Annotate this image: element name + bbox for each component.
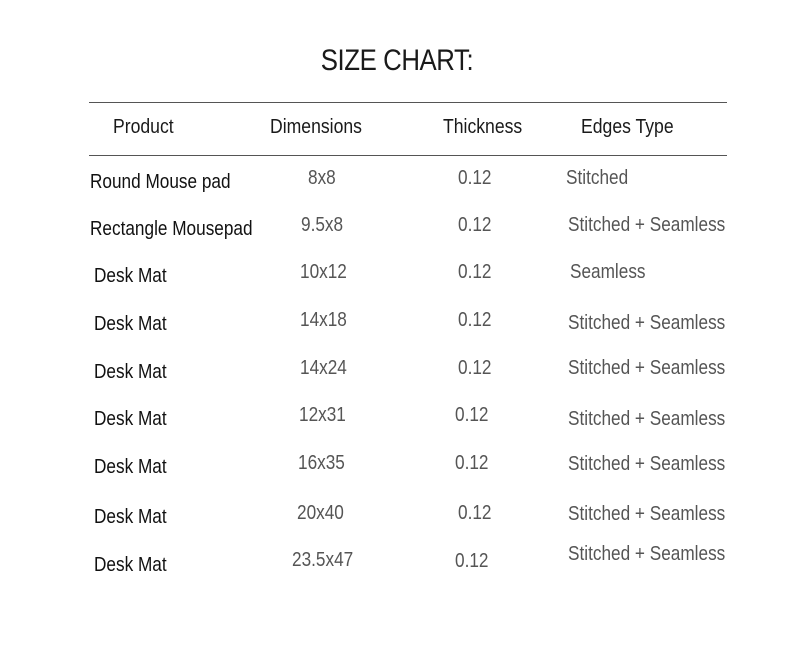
row-thickness: 0.12: [458, 309, 492, 331]
row-product: Desk Mat: [94, 313, 167, 335]
header-bottom-divider: [89, 155, 727, 156]
page-title: SIZE CHART:: [320, 44, 474, 77]
row-product: Desk Mat: [94, 506, 167, 528]
row-edges-type: Stitched + Seamless: [568, 312, 726, 334]
row-edges-type: Stitched + Seamless: [568, 214, 726, 236]
row-dimensions: 8x8: [308, 167, 336, 189]
row-edges-type: Stitched + Seamless: [568, 408, 726, 430]
column-header-thickness: Thickness: [443, 116, 523, 138]
row-product: Round Mouse pad: [90, 171, 231, 193]
row-thickness: 0.12: [455, 452, 489, 474]
row-dimensions: 23.5x47: [292, 549, 354, 571]
column-header-product: Product: [113, 116, 174, 138]
row-product: Rectangle Mousepad: [90, 218, 253, 240]
row-thickness: 0.12: [455, 550, 489, 572]
row-dimensions: 12x31: [299, 404, 346, 426]
row-edges-type: Stitched + Seamless: [568, 453, 726, 475]
column-header-dimensions: Dimensions: [270, 116, 362, 138]
header-top-divider: [89, 102, 727, 103]
row-product: Desk Mat: [94, 361, 167, 383]
row-dimensions: 14x18: [300, 309, 347, 331]
row-edges-type: Stitched + Seamless: [568, 543, 726, 565]
row-product: Desk Mat: [94, 408, 167, 430]
row-thickness: 0.12: [455, 404, 489, 426]
row-dimensions: 10x12: [300, 261, 347, 283]
row-thickness: 0.12: [458, 502, 492, 524]
row-thickness: 0.12: [458, 357, 492, 379]
row-edges-type: Stitched + Seamless: [568, 503, 726, 525]
column-header-edges-type: Edges Type: [581, 116, 674, 138]
row-product: Desk Mat: [94, 456, 167, 478]
row-dimensions: 14x24: [300, 357, 347, 379]
row-dimensions: 16x35: [298, 452, 345, 474]
row-thickness: 0.12: [458, 167, 492, 189]
row-edges-type: Stitched + Seamless: [568, 357, 726, 379]
row-dimensions: 9.5x8: [301, 214, 344, 236]
row-edges-type: Seamless: [570, 261, 646, 283]
row-dimensions: 20x40: [297, 502, 344, 524]
row-edges-type: Stitched: [566, 167, 629, 189]
row-thickness: 0.12: [458, 214, 492, 236]
row-thickness: 0.12: [458, 261, 492, 283]
row-product: Desk Mat: [94, 265, 167, 287]
row-product: Desk Mat: [94, 554, 167, 576]
